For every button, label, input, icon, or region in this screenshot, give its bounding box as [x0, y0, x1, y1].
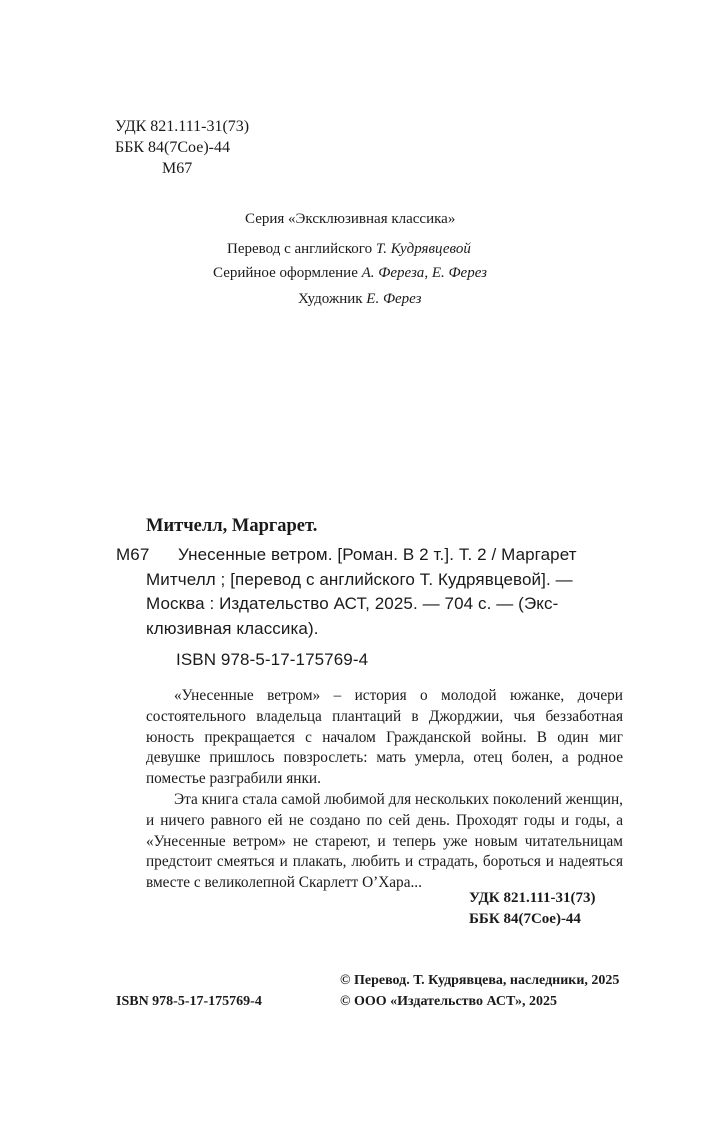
designer-1: А. Фереза	[361, 265, 425, 281]
record-author-mark: М67	[116, 545, 150, 564]
author-heading: Митчелл, Маргарет.	[146, 516, 318, 536]
annotation-paragraph-2: Эта книга стала самой любимой для нескольких поколений женщин, и ничего равного ей не создано по сей день. Проходят годы и годы, а «Унесенные ветром» не стареют, и теперь уже новым читательницам предстоит смеяться и плакать, любить и страдать, бороться и надеяться вместе с великолепной Скарлетт О’Хара...	[146, 790, 623, 892]
design-separator: ,	[424, 265, 432, 281]
record-line-1: Унесенные ветром. [Роман. В 2 т.]. Т. 2 / Маргарет	[178, 545, 577, 564]
artist-line	[298, 289, 422, 309]
translator-name: Т. Кудрявцевой	[375, 241, 471, 257]
footer-isbn: ISBN 978-5-17-175769-4	[116, 994, 262, 1009]
annotation-paragraph-1: «Унесенные ветром» – история о молодой южанке, дочери состоятельного владельца плантаций в Джорджии, чья беззаботная юность прекращается с началом Гражданской войны. В один миг девушке пришлось повзрослеть: мать умерла, отец болен, а родное поместье разграбили янки.	[146, 687, 623, 788]
record-line-3: Москва : Издательство АСТ, 2025. — 704 с. — (Экс-	[146, 594, 559, 613]
annotation	[146, 686, 623, 894]
record-isbn: ISBN 978-5-17-175769-4	[176, 650, 369, 669]
artist-prefix: Художник	[298, 291, 367, 307]
translation-line	[227, 239, 471, 259]
design-prefix: Серийное оформление	[213, 265, 362, 281]
copyright-publisher: © ООО «Издательство АСТ», 2025	[340, 994, 558, 1009]
artist-name: Е. Ферез	[366, 291, 422, 307]
copyright-translation: © Перевод. Т. Кудрявцева, наследники, 2025	[340, 973, 620, 988]
record-line-2: Митчелл ; [перевод с английского Т. Кудрявцевой]. —	[146, 569, 573, 589]
bbk-code: ББК 84(7Сое)-44	[115, 139, 230, 156]
udk-code-bottom: УДК 821.111-31(73)	[469, 890, 596, 906]
record-line-4: клюзивная классика).	[146, 618, 319, 638]
udk-code: УДК 821.111-31(73)	[115, 118, 250, 135]
series-line: Серия «Эксклюзивная классика»	[245, 211, 456, 227]
design-line	[213, 263, 487, 283]
author-mark: М67	[162, 160, 193, 177]
designer-2: Е. Ферез	[431, 265, 488, 281]
bbk-code-bottom: ББК 84(7Сое)-44	[469, 911, 581, 927]
translation-prefix: Перевод с английского	[227, 241, 376, 257]
